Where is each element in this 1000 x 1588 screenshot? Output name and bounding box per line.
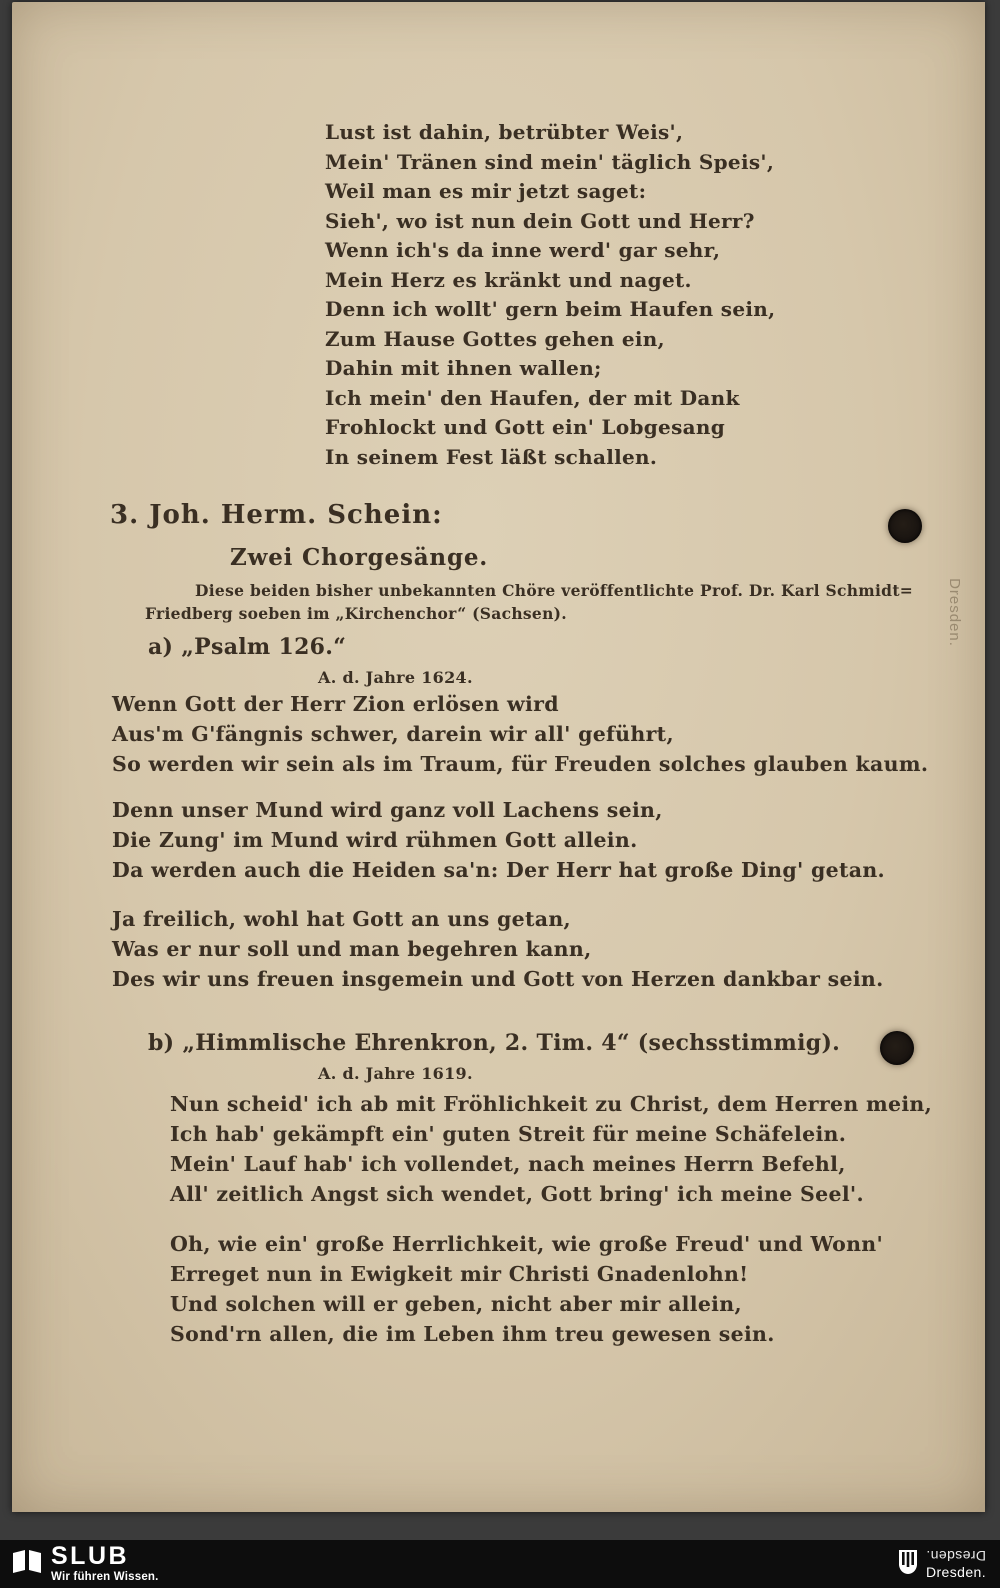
- brand-text: [51, 1544, 159, 1584]
- text-line: Erreget nun in Ewigkeit mir Christi Gnadenlohn!: [170, 1262, 749, 1286]
- text-line: Mein' Tränen sind mein' täglich Speis',: [325, 149, 775, 174]
- text-line: Des wir uns freuen insgemein und Gott von Herzen dankbar sein.: [112, 967, 884, 991]
- slub-brand: [12, 1544, 159, 1584]
- note-line: Diese beiden bisher unbekannten Chöre veröffentlichte Prof. Dr. Karl Schmidt=: [195, 581, 914, 600]
- text-line: Wenn Gott der Herr Zion erlösen wird: [112, 692, 559, 716]
- text-line: Die Zung' im Mund wird rühmen Gott allein.: [112, 828, 638, 852]
- note-line: Friedberg soeben im „Kirchenchor“ (Sachsen).: [145, 603, 567, 623]
- section-subtitle: Zwei Chorgesänge.: [230, 544, 489, 571]
- part-a-stanza-1: [112, 689, 928, 779]
- text-line: All' zeitlich Angst sich wendet, Gott bring' ich meine Seel'.: [170, 1182, 864, 1206]
- part-b-date: A. d. Jahre 1619.: [318, 1064, 473, 1083]
- text-line: Denn unser Mund wird ganz voll Lachens sein,: [112, 798, 663, 822]
- part-b-stanza-1: [170, 1089, 932, 1209]
- text-line: Wenn ich's da inne werd' gar sehr,: [325, 238, 721, 262]
- part-b-heading: b) „Himmlische Ehrenkron, 2. Tim. 4“ (sechsstimmig).: [148, 1030, 841, 1056]
- part-a-stanza-3: [112, 904, 884, 994]
- text-line: Weil man es mir jetzt saget:: [325, 179, 647, 203]
- text-line: Ich mein' den Haufen, der mit Dank: [325, 385, 740, 410]
- text-line: Da werden auch die Heiden sa'n: Der Herr hat große Ding' getan.: [112, 858, 885, 882]
- part-a-date: A. d. Jahre 1624.: [318, 668, 473, 687]
- text-line: So werden wir sein als im Traum, für Freuden solches glauben kaum.: [112, 752, 929, 776]
- open-book-icon: [12, 1549, 42, 1580]
- section-heading: 3. Joh. Herm. Schein:: [110, 500, 443, 530]
- city-label-flipped: Dresden.: [925, 1548, 986, 1564]
- coat-of-arms-icon: [899, 1550, 917, 1579]
- text-line: Was er nur soll und man begehren kann,: [112, 937, 592, 961]
- city-text: [926, 1548, 986, 1580]
- text-line: Mein' Lauf hab' ich vollendet, nach meines Herrn Befehl,: [170, 1152, 846, 1176]
- text-line: In seinem Fest läßt schallen.: [325, 444, 658, 469]
- opening-poem: [325, 118, 775, 472]
- punch-hole: [880, 1031, 914, 1065]
- scanned-page: [12, 2, 985, 1512]
- text-line: Und solchen will er geben, nicht aber mir allein,: [170, 1292, 742, 1316]
- brand-name: SLUB: [51, 1542, 130, 1571]
- page-edge-watermark: Dresden.: [945, 578, 963, 647]
- text-line: Zum Hause Gottes gehen ein,: [325, 326, 665, 351]
- city-label: Dresden.: [925, 1564, 986, 1580]
- text-line: Ich hab' gekämpft ein' guten Streit für meine Schäfelein.: [170, 1122, 847, 1146]
- text-line: Denn ich wollt' gern beim Haufen sein,: [325, 297, 776, 321]
- dresden-mark: [899, 1548, 986, 1580]
- editorial-note: [145, 580, 913, 625]
- text-line: Mein Herz es kränkt und naget.: [325, 267, 692, 292]
- text-line: Oh, wie ein' große Herrlichkeit, wie große Freud' und Wonn': [170, 1232, 884, 1256]
- punch-hole: [888, 509, 922, 543]
- text-line: Ja freilich, wohl hat Gott an uns getan,: [112, 907, 571, 931]
- brand-tagline: Wir führen Wissen.: [51, 1571, 159, 1584]
- part-a-stanza-2: [112, 795, 885, 885]
- part-a-heading: a) „Psalm 126.“: [148, 634, 347, 660]
- text-line: Frohlockt und Gott ein' Lobgesang: [325, 415, 726, 439]
- text-line: Sond'rn allen, die im Leben ihm treu gewesen sein.: [170, 1322, 775, 1346]
- library-branding-bar: [0, 1540, 1000, 1588]
- text-line: Nun scheid' ich ab mit Fröhlichkeit zu Christ, dem Herren mein,: [170, 1092, 933, 1116]
- text-line: Aus'm G'fängnis schwer, darein wir all' geführt,: [112, 722, 674, 746]
- text-line: Dahin mit ihnen wallen;: [325, 356, 602, 380]
- text-line: Sieh', wo ist nun dein Gott und Herr?: [325, 208, 755, 233]
- text-line: Lust ist dahin, betrübter Weis',: [325, 120, 684, 144]
- part-b-stanza-2: [170, 1229, 883, 1349]
